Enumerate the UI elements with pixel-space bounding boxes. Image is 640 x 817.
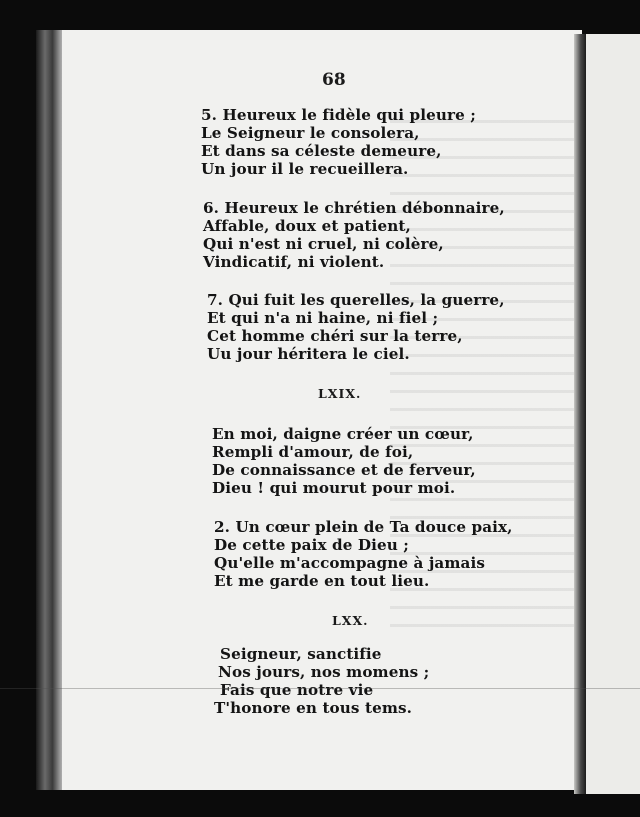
lxix-stanza-2	[214, 518, 513, 590]
hymn-heading-lxix: LXIX.	[318, 386, 362, 401]
verse-line: Seigneur, sanctifie	[220, 645, 382, 663]
facing-page	[586, 34, 640, 794]
verse-line: 2. Un cœur plein de Ta douce paix,	[214, 518, 513, 536]
stanza-6	[203, 199, 505, 271]
book-gutter	[574, 34, 586, 794]
verse-line: Qu'elle m'accompagne à jamais	[214, 554, 485, 572]
verse-line: Fais que notre vie	[220, 681, 374, 699]
verse-line: Cet homme chéri sur la terre,	[207, 327, 463, 345]
scan-artifact-line	[0, 688, 640, 689]
verse-line: Le Seigneur le consolera,	[201, 124, 420, 142]
verse-line: En moi, daigne créer un cœur,	[212, 425, 474, 443]
verse-line: 7. Qui fuit les querelles, la guerre,	[207, 291, 505, 309]
verse-line: De cette paix de Dieu ;	[214, 536, 409, 554]
hymn-heading-lxx: LXX.	[332, 613, 369, 628]
verse-line: Dieu ! qui mourut pour moi.	[212, 479, 456, 497]
verse-line: 5. Heureux le fidèle qui pleure ;	[201, 106, 476, 124]
verse-line: 6. Heureux le chrétien débonnaire,	[203, 199, 505, 217]
verse-line: Nos jours, nos momens ;	[218, 663, 430, 681]
verse-line: Et dans sa céleste demeure,	[201, 142, 442, 160]
verse-line: Rempli d'amour, de foi,	[212, 443, 414, 461]
verse-line: Un jour il le recueillera.	[201, 160, 409, 178]
verse-line: Qui n'est ni cruel, ni colère,	[203, 235, 444, 253]
verse-line: Affable, doux et patient,	[203, 217, 411, 235]
lxx-stanza-1	[214, 645, 430, 717]
page-number: 68	[322, 70, 346, 90]
verse-line: T'honore en tous tems.	[214, 699, 413, 717]
verse-line: Vindicatif, ni violent.	[203, 253, 385, 271]
stanza-5	[201, 106, 476, 178]
verse-line: De connaissance et de ferveur,	[212, 461, 476, 479]
verse-line: Uu jour héritera le ciel.	[207, 345, 410, 363]
lxix-stanza-1	[212, 425, 476, 497]
verse-line: Et qui n'a ni haine, ni fiel ;	[207, 309, 439, 327]
stanza-7	[207, 291, 505, 363]
verse-line: Et me garde en tout lieu.	[214, 572, 430, 590]
